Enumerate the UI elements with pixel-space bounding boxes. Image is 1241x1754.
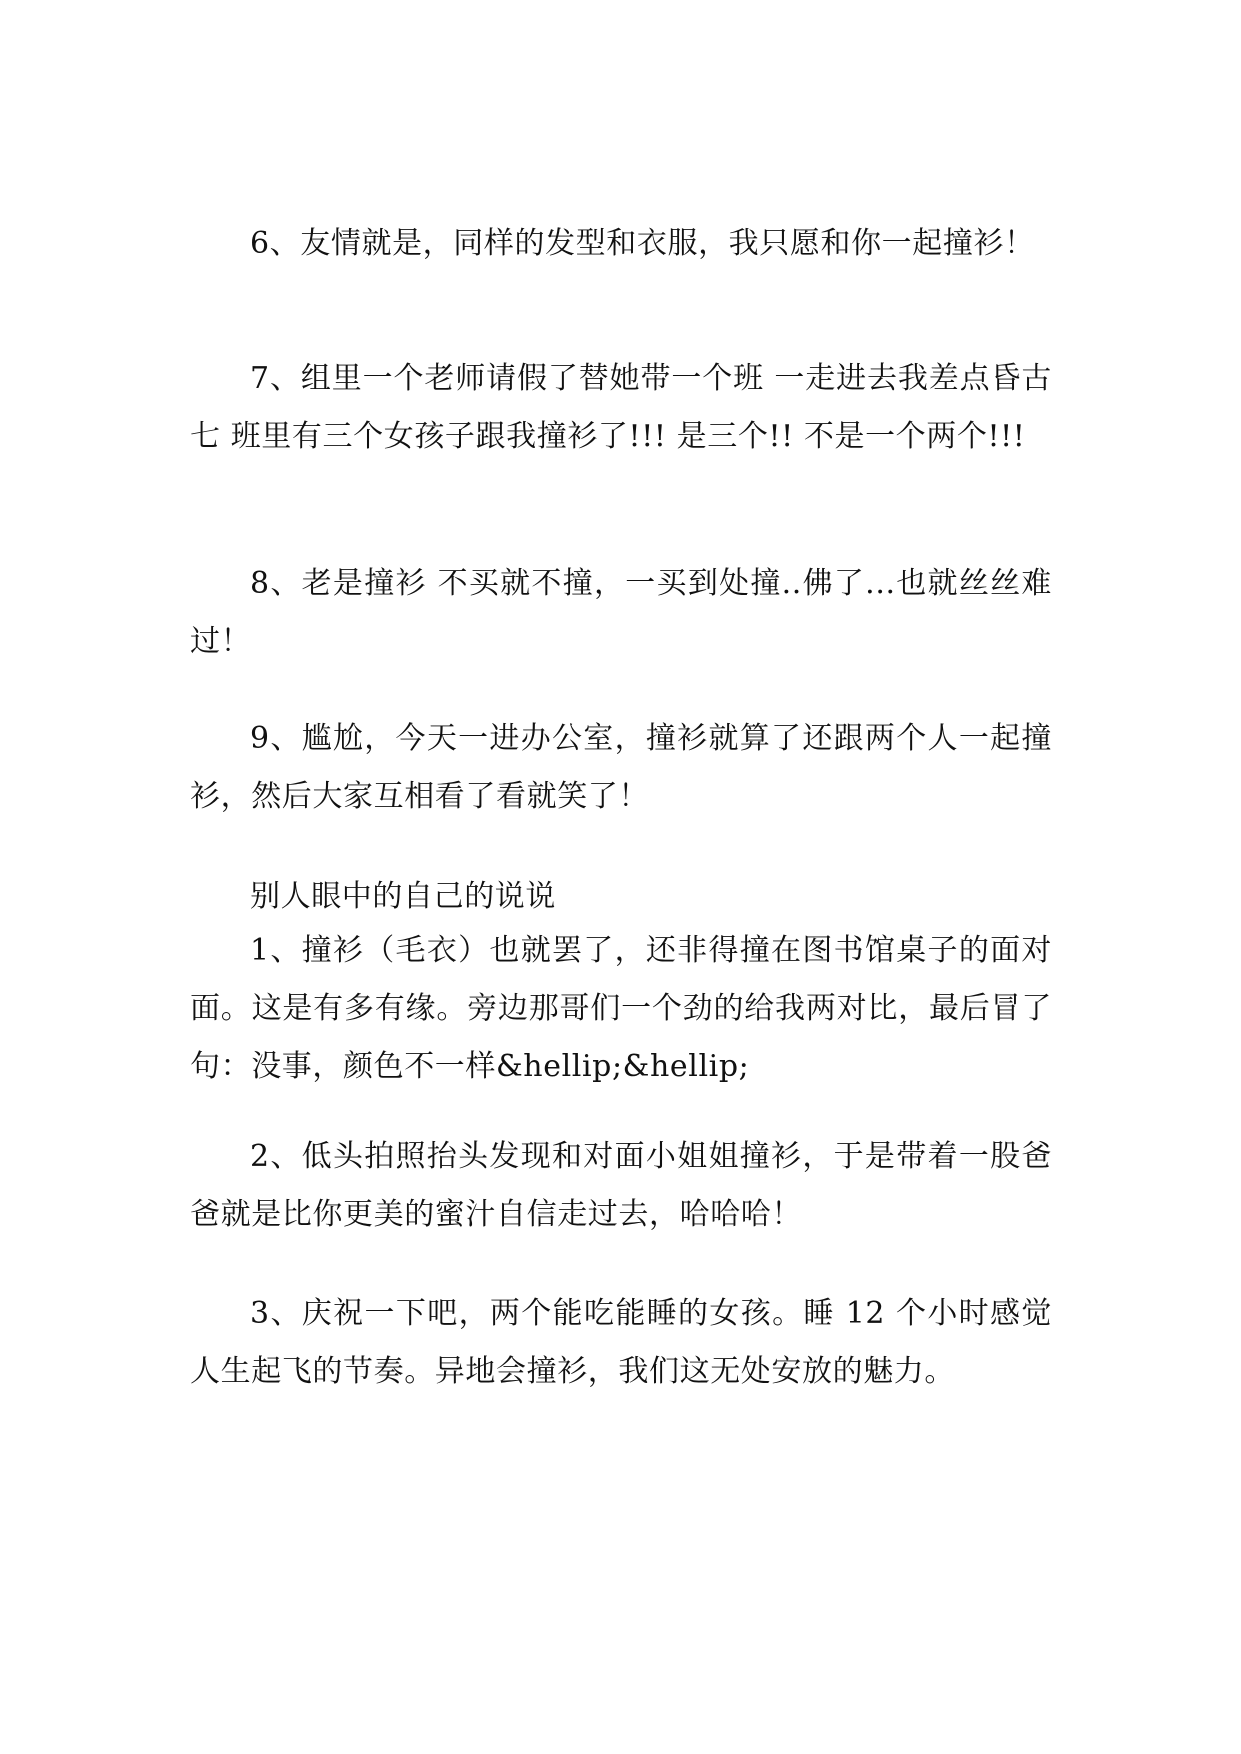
section-heading: 别人眼中的自己的说说 [250, 879, 556, 914]
paragraph-b3: 3、庆祝一下吧，两个能吃能睡的女孩。睡 12 个小时感觉人生起飞的节奏。异地会撞衫，我们这无处安放的魅力。 [190, 1296, 1052, 1389]
paragraph-b1: 1、撞衫（毛衣）也就罢了，还非得撞在图书馆桌子的面对面。这是有多有缘。旁边那哥们一个劲的给我两对比，最后冒了句：没事，颜色不一样&hellip;&hellip; [190, 933, 1052, 1084]
paragraph-6: 6、友情就是，同样的发型和衣服，我只愿和你一起撞衫！ [250, 226, 1035, 261]
paragraph-7: 7、组里一个老师请假了替她带一个班 一走进去我差点昏古七 班里有三个女孩子跟我撞衫了!!! 是三个!! 不是一个两个!!! [190, 361, 1052, 454]
paragraph-8: 8、老是撞衫 不买就不撞，一买到处撞..佛了...也就丝丝难过！ [190, 566, 1052, 659]
paragraph-b2: 2、低头拍照抬头发现和对面小姐姐撞衫，于是带着一股爸爸就是比你更美的蜜汁自信走过去，哈哈哈！ [190, 1139, 1052, 1232]
paragraph-9: 9、尴尬，今天一进办公室，撞衫就算了还跟两个人一起撞衫，然后大家互相看了看就笑了！ [190, 721, 1052, 814]
